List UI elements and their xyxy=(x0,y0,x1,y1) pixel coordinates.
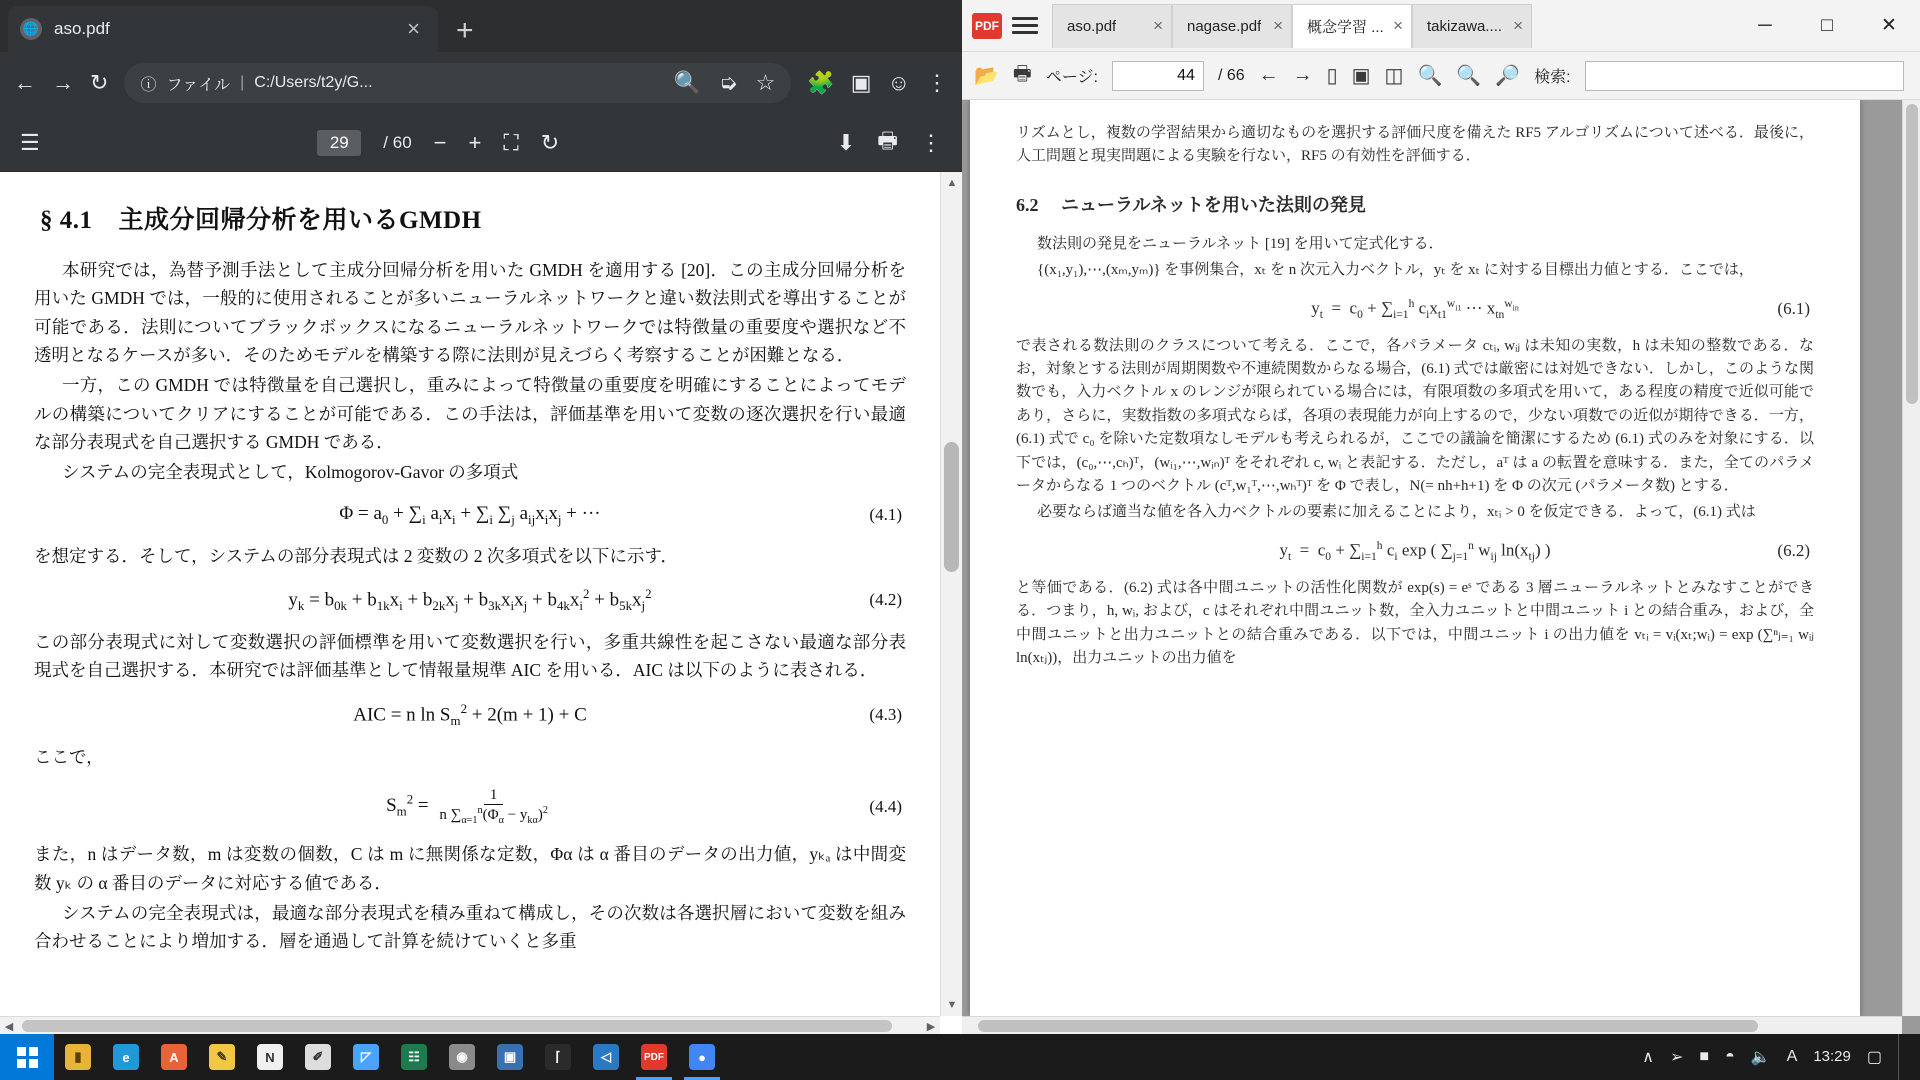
clock-time: 13:29 xyxy=(1813,1048,1851,1066)
close-icon[interactable]: × xyxy=(407,16,420,41)
scroll-right-icon[interactable]: ▶ xyxy=(926,1020,936,1033)
url-text: C:/Users/t2y/G... xyxy=(254,74,373,91)
pdf-page-content xyxy=(0,172,940,1016)
equation-4-4: $S_m^2$ = $\frac{1}{n \sum_{\alpha=1}^n(\Phi_\alpha - y_{k\alpha})^2}$ (4.4) xyxy=(386,787,902,827)
pdf-viewer-toolbar xyxy=(962,52,1920,100)
rotate-icon[interactable]: ↻ xyxy=(540,129,560,155)
zoom-reset-icon[interactable]: 🔍 xyxy=(1456,65,1482,87)
paragraph: システムの完全表現式として，Kolmogorov-Gavor の多項式 xyxy=(62,462,519,483)
paragraph: また，n はデータ数，m は変数の個数，C は m に無関係な定数，Φα は α 番目のデータの出力値，yₖₐ は中間変数 yₖ の α 番目のデータに対応する値である． xyxy=(34,844,906,893)
close-icon[interactable]: × xyxy=(1153,16,1163,35)
pdf-tab-label: nagase.pdf xyxy=(1187,17,1262,35)
section-heading xyxy=(40,200,906,236)
url-separator: | xyxy=(240,74,245,91)
pdf-tab-label: aso.pdf xyxy=(1067,17,1117,35)
profile-icon[interactable]: ☺ xyxy=(887,70,910,95)
notification-icon[interactable]: ▢ xyxy=(1866,1049,1882,1066)
pdf-vertical-scroll-thumb[interactable] xyxy=(1906,104,1918,404)
zoom-out-button[interactable]: − xyxy=(433,129,447,155)
share-icon[interactable]: ➭ xyxy=(719,70,738,95)
page-label: ページ: xyxy=(1045,69,1098,86)
puzzle-icon[interactable]: 🧩 xyxy=(807,70,835,95)
excel-icon: ☷ xyxy=(401,1044,427,1070)
close-button[interactable]: ✕ xyxy=(1881,15,1897,36)
page-info-icon[interactable]: ⓘ xyxy=(140,76,157,94)
volume-mute-icon[interactable]: 🔈 xyxy=(1750,1049,1771,1066)
equation-number: (6.1) xyxy=(1777,298,1810,318)
taskbar-app-vscode[interactable] xyxy=(582,1034,630,1080)
minimize-button[interactable]: ─ xyxy=(1758,14,1772,36)
taskbar-app-chrome[interactable] xyxy=(678,1034,726,1080)
equation-6-1: $y_t = c_0 + \sum_{i=1}^h$ $c_ix_{t1}^{w_{i1}}$ ··· $x_{tn}^{w_{in}}$ (6.1) xyxy=(1311,296,1810,321)
equation-number: (6.2) xyxy=(1777,540,1810,560)
pdf-more-icon[interactable]: ⋮ xyxy=(920,129,942,155)
search-label: 検索: xyxy=(1534,69,1571,86)
pdf-page-number-input[interactable]: 29 xyxy=(317,130,361,156)
horizontal-scrollbar[interactable] xyxy=(0,1016,940,1034)
terminal-icon: ⌈ xyxy=(545,1044,571,1070)
star-icon[interactable]: ☆ xyxy=(755,70,776,95)
forward-icon[interactable]: → xyxy=(52,70,74,95)
taskbar xyxy=(0,1034,1920,1080)
pdf-tab-aso[interactable] xyxy=(1052,4,1172,48)
zoom-in-icon[interactable]: 🔎 xyxy=(1495,65,1521,87)
pdf-section-heading xyxy=(1016,191,1814,217)
chrome-tab-strip xyxy=(0,0,962,52)
paragraph: {(x₁,y₁),⋯,(xₘ,yₘ)} を事例集合，xₜ を n 次元入力ベクトル，yₜ を xₜ に対する目標出力値とする．ここでは， xyxy=(1037,262,1754,279)
taskbar-app-excel[interactable] xyxy=(390,1034,438,1080)
paragraph: リズムとし，複数の学習結果から適切なものを選択する評価尺度を備えた RF5 アルゴリズムについて述べる．最後に，人工問題と現実問題による実験を行ない，RF5 の有効性を評価する． xyxy=(1016,125,1814,165)
pdf-app-icon: PDF xyxy=(972,13,1002,39)
taskbar-app-edge[interactable] xyxy=(102,1034,150,1080)
zoom-out-icon[interactable]: 🔍 xyxy=(1417,65,1443,87)
pdf-tab-gainen-gakushu[interactable] xyxy=(1292,4,1412,48)
taskbar-app-notes[interactable] xyxy=(198,1034,246,1080)
facing-page-icon[interactable]: ▣ xyxy=(1351,65,1371,87)
chrome-tab-title: aso.pdf xyxy=(54,19,110,38)
section-number: § 4.1 xyxy=(40,207,93,234)
clock[interactable] xyxy=(1813,1049,1851,1065)
chrome-toolbar xyxy=(0,52,962,114)
pdf-viewer-viewport xyxy=(962,100,1920,1034)
continuous-page-icon[interactable]: ◫ xyxy=(1384,65,1404,87)
previous-page-icon[interactable]: ← xyxy=(1258,64,1279,86)
maximize-button[interactable]: □ xyxy=(1821,14,1833,36)
paragraph: で表される数法則のクラスについて考える．ここで，各パラメータ cₜᵢ, wᵢⱼ は未知の実数，h は未知の整数である．なお，対象とする法則が周期関数や不連続関数からなる場合，(6.1) 式では厳密には対処できない．しかし，このような関数でも，入力ベクトル x のレンジが限られている場合には，有限項数の多項式を用いて，ある程度の精度で近似可能であり，さらに，実数指数の多項式ならば，各項の表現能力が向上するので，少ない項数での近似が期待できる．一方，(6.1) 式で c₀ を除いた定数項なしモデルも考えられるが，ここでの議論を簡潔にするため (6.1) 式のみを対象にする．以下では，(c₀,⋯,cₕ)ᵀ，(wᵢ₁,⋯,wᵢₙ)ᵀ をそれぞれ c, wᵢ と表記する．ただし，aᵀ は a の転置を意味する．また，全てのパラメータからなる 1 つのベクトル (cᵀ,w₁ᵀ,⋯,wₕᵀ)ᵀ を Φ で表し，N(= nh+h+1) を Φ の次元 (パラメータ数) とする． xyxy=(1016,337,1814,494)
start-button[interactable] xyxy=(0,1034,54,1080)
pdf-viewer-titlebar xyxy=(962,0,1920,52)
folder-open-icon[interactable]: 📂 xyxy=(974,65,999,87)
close-icon[interactable]: × xyxy=(1273,16,1283,35)
equation-4-1: $\Phi = a_0 + \sum_i$ $a_ix_i + \sum_i$ $\sum_j$ $a_{ij}x_ix_j$ + ··· (4.1) xyxy=(339,502,902,527)
taskbar-app-acrobat[interactable] xyxy=(150,1034,198,1080)
address-bar[interactable] xyxy=(124,63,791,103)
chrome-pdf-toolbar xyxy=(0,114,962,172)
paragraph: 本研究では，為替予測手法として主成分回帰分析を用いた GMDH を適用する [20]．この主成分回帰分析を用いた GMDH では，一般的に使用されることが多いニューラルネットワークと違い数法則式を導出することが可能である．法則についてブラックボックスになるニューラルネットワークでは特徴量の重要度や選択など不透明となるケースが多い．そのためモデルを構築する際に法則が見えづらく考察することが困難となる． xyxy=(34,260,906,366)
paragraph: この部分表現式に対して変数選択の評価標準を用いて変数選択を行い，多重共線性を起こさない最適な部分表現式を自己選択する．本研究では評価基準として情報量規準 AIC を用いる．AIC は以下のように表される． xyxy=(34,632,906,681)
pdf-section-title: ニューラルネットを用いた法則の発見 xyxy=(1061,194,1366,215)
window-controls xyxy=(1734,0,1920,52)
paragraph: ここで， xyxy=(34,746,104,767)
close-icon[interactable]: × xyxy=(1393,16,1403,35)
side-panel-icon[interactable]: ▣ xyxy=(850,70,872,95)
vertical-scrollbar[interactable] xyxy=(940,172,962,1016)
edge-icon: e xyxy=(113,1044,139,1070)
horizontal-scroll-thumb[interactable] xyxy=(22,1020,892,1032)
pdf-tab-takizawa[interactable] xyxy=(1412,4,1532,48)
print-icon[interactable]: 🖶 xyxy=(877,127,898,153)
reload-icon[interactable]: ↻ xyxy=(90,70,109,95)
new-tab-button[interactable]: + xyxy=(456,14,474,47)
pdf-tab-label: 概念学習 ... xyxy=(1307,18,1384,36)
download-icon[interactable]: ⬇ xyxy=(836,129,856,155)
n-app-icon: N xyxy=(257,1044,283,1070)
page-total-label: / 66 xyxy=(1217,66,1245,84)
single-page-icon[interactable]: ▯ xyxy=(1326,65,1338,87)
network-icon[interactable]: ◓ xyxy=(1725,1048,1735,1065)
windows-logo-icon xyxy=(17,1047,38,1068)
zoom-in-button[interactable]: + xyxy=(468,129,482,155)
paragraph: システムの完全表現式は，最適な部分表現式を積み重ねて構成し，その次数は各選択層において変数を組み合わせることにより増加する．層を通過して計算を続けていくと多重 xyxy=(34,902,906,952)
section-title: 主成分回帰分析を用いるGMDH xyxy=(118,207,482,234)
pdf-tab-label: takizawa.... xyxy=(1427,17,1503,35)
pdf-section-number: 6.2 xyxy=(1016,194,1039,215)
store-icon: ▣ xyxy=(497,1044,523,1070)
taskbar-app-media[interactable] xyxy=(438,1034,486,1080)
scroll-left-icon[interactable]: ◀ xyxy=(4,1020,14,1033)
chrome-window xyxy=(0,0,962,1034)
scroll-down-icon[interactable]: ▼ xyxy=(946,999,958,1011)
battery-icon[interactable]: ■ xyxy=(1699,1048,1710,1065)
pen-icon: ✐ xyxy=(305,1044,331,1070)
photos-icon: ◸ xyxy=(353,1044,379,1070)
folder-icon: ▮ xyxy=(65,1044,91,1070)
taskbar-app-photos[interactable] xyxy=(342,1034,390,1080)
pencil-icon: ✎ xyxy=(209,1044,235,1070)
back-icon[interactable]: ← xyxy=(14,70,36,95)
equation-4-3: AIC = n $\ln S_m^2 + 2(m + 1) + C$ (4.3) xyxy=(353,700,902,728)
equation-4-2: $y_k = b_{0k} + b_{1k}x_i + b_{2k}x_j + b_{3k}x_ix_j + b_{4k}x_i^2 + b_{5k}x_j^2$ (4.2) xyxy=(288,585,902,614)
equation-number: (4.3) xyxy=(869,704,902,724)
paragraph: と等価である．(6.2) 式は各中間ユニットの活性化関数が exp(s) = eˢ である 3 層ニューラルネットとみなすことができる．つまり，h, wᵢ, および，c はそれぞれ中間ユニット数，全入力ユニットと中間ユニット i との結合重み，および，全中間ユニットと出力ユニットとの結合重みである．以下では，中間ユニット i の出力値を vₜᵢ = vᵢ(xₜ;wᵢ) = exp (∑ⁿⱼ₌₁ wᵢⱼ ln(xₜⱼ))，出力ユニットの出力値を xyxy=(1016,579,1814,666)
taskbar-app-n[interactable] xyxy=(246,1034,294,1080)
taskbar-app-pdf-viewer[interactable] xyxy=(630,1034,678,1080)
chrome-icon: ● xyxy=(689,1044,715,1070)
fit-page-icon[interactable]: ⛶ xyxy=(503,129,519,155)
paragraph: を想定する．そして，システムの部分表現式は 2 変数の 2 次多項式を以下に示す． xyxy=(34,545,678,566)
scroll-up-icon[interactable]: ▲ xyxy=(946,177,958,189)
taskbar-app-file-explorer[interactable] xyxy=(54,1034,102,1080)
ime-indicator[interactable]: A xyxy=(1786,1048,1798,1065)
page-number-input[interactable]: 44 xyxy=(1112,61,1204,91)
zoom-out-icon[interactable]: 🔍 xyxy=(673,70,702,95)
dropbox-icon[interactable]: ➢ xyxy=(1669,1049,1684,1066)
url-scheme-label: ファイル xyxy=(166,76,231,94)
print-icon[interactable]: 🖶 xyxy=(1012,62,1032,85)
pdf-viewer-window xyxy=(962,0,1920,1034)
system-tray xyxy=(1642,1034,1920,1080)
taskbar-app-pen[interactable] xyxy=(294,1034,342,1080)
equation-number: (4.2) xyxy=(869,589,902,609)
pdf-icon: PDF xyxy=(641,1044,667,1070)
globe-icon: 🌐 xyxy=(20,18,42,40)
chevron-up-icon[interactable]: ∧ xyxy=(1642,1049,1654,1066)
equation-number: (4.1) xyxy=(869,505,902,525)
vscode-icon: ◁ xyxy=(593,1044,619,1070)
menu-icon[interactable]: ☰ xyxy=(20,129,40,155)
paragraph: 一方，この GMDH では特徴量を自己選択し，重みによって特徴量の重要度を明確にすることによってモデルの構築についてクリアにすることが可能である．この手法は，評価基準を用いて変数の逐次選択を行い最適な部分表現式を自己選択する GMDH である． xyxy=(34,375,906,453)
equation-number: (4.4) xyxy=(869,796,902,816)
acrobat-icon: A xyxy=(161,1044,187,1070)
vertical-scroll-thumb[interactable] xyxy=(944,442,959,572)
equation-6-2: $y_t = c_0 + \sum_{i=1}^h$ $c_i$ exp ( $\sum_{j=1}^n$ $w_{ij}$ $\ln(x_{tj})$ ) (6.2) xyxy=(1279,538,1810,563)
pdf-horizontal-scrollbar[interactable] xyxy=(962,1016,1902,1034)
chrome-pdf-viewport xyxy=(0,172,962,1034)
paragraph: 必要ならば適当な値を各入力ベクトルの要素に加えることにより，xₜᵢ > 0 を仮定できる．よって，(6.1) 式は xyxy=(1037,504,1756,521)
pdf-horizontal-scroll-thumb[interactable] xyxy=(978,1020,1758,1032)
pdf-page-total: / 60 xyxy=(383,132,412,152)
media-icon: ◉ xyxy=(449,1044,475,1070)
pdf-vertical-scrollbar[interactable] xyxy=(1902,100,1920,1016)
taskbar-app-store[interactable] xyxy=(486,1034,534,1080)
search-input[interactable] xyxy=(1585,61,1904,91)
pdf-tab-nagase[interactable] xyxy=(1172,4,1292,48)
pdf-page xyxy=(970,100,1860,1016)
menu-icon[interactable] xyxy=(1012,17,1038,34)
chrome-menu-icon[interactable]: ⋮ xyxy=(926,70,948,95)
taskbar-app-terminal[interactable] xyxy=(534,1034,582,1080)
next-page-icon[interactable]: → xyxy=(1292,64,1313,86)
show-desktop-button[interactable] xyxy=(1898,1034,1906,1080)
chrome-tab-aso-pdf[interactable] xyxy=(8,6,438,52)
paragraph: 数法則の発見をニューラルネット [19] を用いて定式化する． xyxy=(1037,235,1444,252)
close-icon[interactable]: × xyxy=(1513,16,1523,35)
